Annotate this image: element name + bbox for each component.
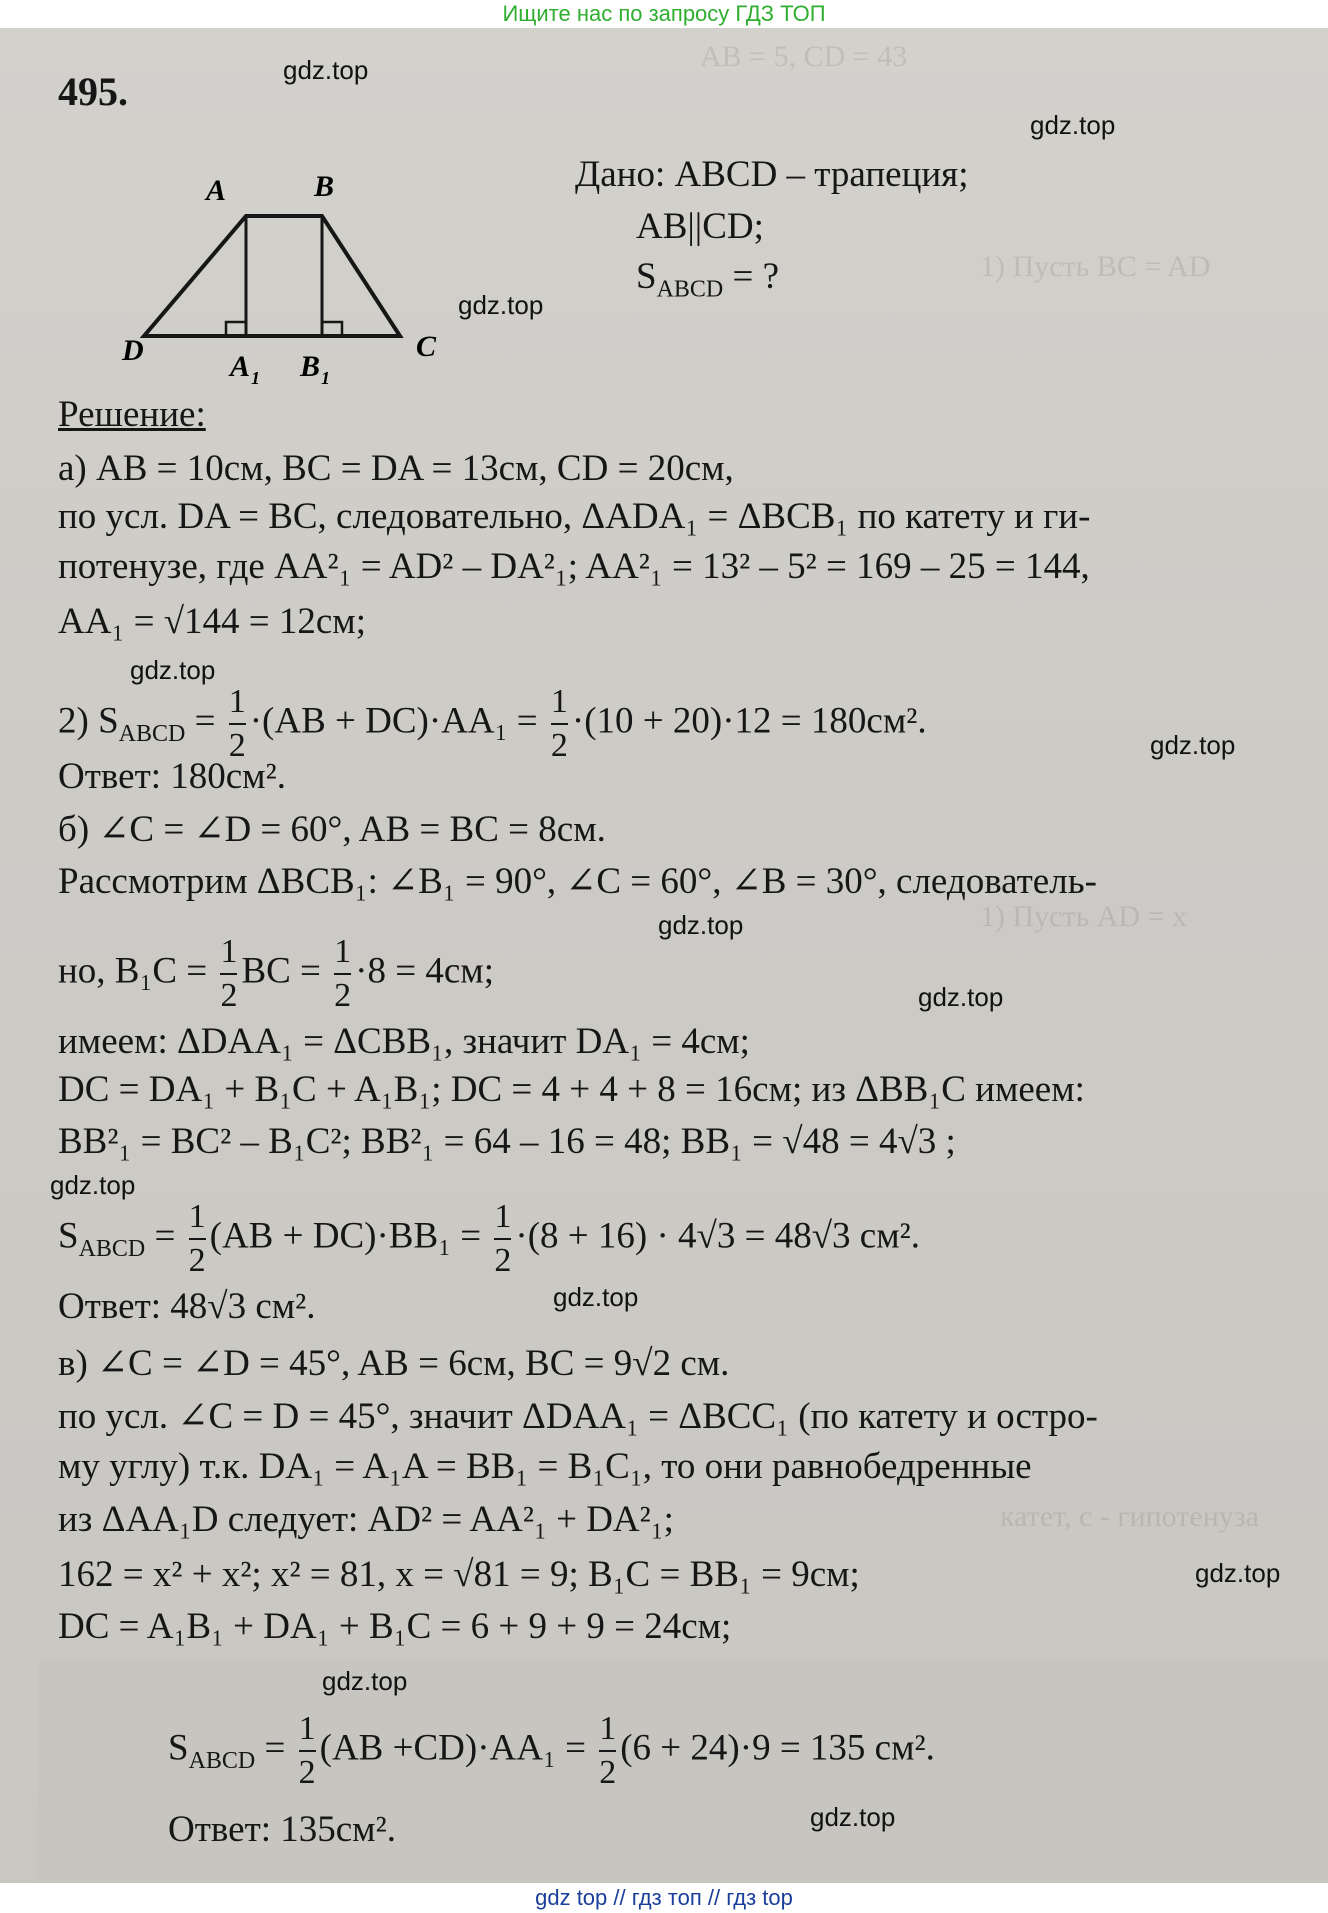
- watermark: gdz.top: [322, 1666, 408, 1696]
- fraction-one-half: $\frac{1}{2}$: [220, 933, 238, 1014]
- right-angle-mark: [226, 322, 246, 336]
- vertex-label-A1-sub: 1: [251, 368, 260, 388]
- watermark: gdz.top: [1150, 730, 1236, 760]
- watermark: gdz.top: [458, 290, 544, 320]
- footer-links[interactable]: gdz top // гдз топ // гдз top: [535, 1885, 793, 1910]
- part-b-line-6: BB²₁ = BC² – B₁C²; BB²₁ = 64 – 16 = 48; BB₁ = √48 = 4√3 ;: [58, 1121, 956, 1162]
- part-c-line-3: му углу) т.к. DA₁ = A₁A = BB₁ = B₁C₁, то они равнобедренные: [58, 1446, 1032, 1487]
- watermark: gdz.top: [658, 910, 744, 940]
- watermark: gdz.top: [1030, 110, 1116, 140]
- part-a-line-1: а) AB = 10см, BC = DA = 13см, CD = 20см,: [58, 448, 734, 489]
- vertex-label-D: D: [122, 334, 144, 367]
- part-a-formula: 2) $S_{ABCD}$ = $\frac{1}{2}$ ·(AB + DC)·AA₁ = $\frac{1}{2}$ ·(10 + 20)·12 = 180см².: [58, 683, 927, 764]
- part-b-line-3: но, B₁C = $\frac{1}{2}$ BC = $\frac{1}{2}$ ·8 = 4см;: [58, 933, 494, 1014]
- vertex-label-B1-sub: 1: [321, 368, 330, 388]
- watermark: gdz.top: [50, 1170, 136, 1200]
- right-angle-mark: [322, 322, 342, 336]
- fraction-one-half: $\frac{1}{2}$: [188, 1198, 206, 1279]
- vertex-label-C: C: [416, 330, 437, 363]
- fraction-one-half: $\frac{1}{2}$: [228, 683, 246, 764]
- ghost-text: AB = 5, CD = 43: [700, 40, 908, 73]
- watermark: gdz.top: [130, 655, 216, 685]
- fraction-one-half: $\frac{1}{2}$: [599, 1710, 617, 1791]
- part-a-answer: Ответ: 180см².: [58, 756, 286, 797]
- solution-heading: Решение:: [58, 394, 206, 435]
- trapezoid-shape: [144, 216, 400, 336]
- vertex-label-A: A: [206, 174, 227, 207]
- vertex-label-B1: B: [300, 350, 321, 383]
- part-b-line-5: DC = DA₁ + B₁C + A₁B₁; DC = 4 + 4 + 8 = 16см; из ΔBB₁C имеем:: [58, 1069, 1085, 1110]
- vertex-label-B: B: [314, 170, 335, 203]
- given-line-2: AB||CD;: [636, 206, 764, 247]
- given-line-3: $S_{ABCD}$ = ?: [636, 256, 780, 303]
- trapezoid-figure: [110, 160, 440, 390]
- part-c-line-4: из ΔAA₁D следует: AD² = AA²₁ + DA²₁;: [58, 1499, 674, 1540]
- problem-number: 495.: [58, 69, 128, 114]
- fraction-one-half: $\frac{1}{2}$: [550, 683, 568, 764]
- part-a-line-3: потенузе, где AA²₁ = AD² – DA²₁; AA²₁ = 13² – 5² = 169 – 25 = 144,: [58, 546, 1090, 587]
- watermark: gdz.top: [918, 982, 1004, 1012]
- fraction-one-half: $\frac{1}{2}$: [298, 1710, 316, 1791]
- part-c-line-1: в) ∠C = ∠D = 45°, AB = 6см, BC = 9√2 см.: [58, 1343, 730, 1384]
- part-a-line-4: AA₁ = √144 = 12см;: [58, 601, 366, 642]
- watermark: gdz.top: [810, 1802, 896, 1832]
- part-a-line-2: по усл. DA = BC, следовательно, ΔADA₁ = ΔBCB₁ по катету и ги-: [58, 496, 1091, 537]
- watermark: gdz.top: [1195, 1558, 1281, 1588]
- part-c-line-5: 162 = x² + x²; x² = 81, x = √81 = 9; B₁C = BB₁ = 9см;: [58, 1554, 860, 1595]
- given-line-1: Дано: ABCD – трапеция;: [575, 154, 969, 195]
- ghost-text: 1) Пусть AD = x: [980, 900, 1188, 933]
- watermark: gdz.top: [283, 55, 369, 85]
- watermark: gdz.top: [553, 1282, 639, 1312]
- part-c-formula: $S_{ABCD}$ = $\frac{1}{2}$ (AB +CD)·AA₁ = $\frac{1}{2}$ (6 + 24)·9 = 135 см².: [168, 1710, 935, 1791]
- part-c-line-2: по усл. ∠C = D = 45°, значит ΔDAA₁ = ΔBCC₁ (по катету и остро-: [58, 1396, 1098, 1437]
- part-c-answer: Ответ: 135см².: [168, 1809, 396, 1850]
- part-b-formula: $S_{ABCD}$ = $\frac{1}{2}$ (AB + DC)·BB₁ = $\frac{1}{2}$ ·(8 + 16) · 4√3 = 48√3 см².: [58, 1198, 920, 1279]
- ghost-text: 1) Пусть BC = AD: [980, 250, 1211, 283]
- part-b-answer: Ответ: 48√3 см².: [58, 1286, 316, 1327]
- part-b-line-4: имеем: ΔDAA₁ = ΔCBB₁, значит DA₁ = 4см;: [58, 1021, 750, 1062]
- ghost-text: катет, c - гипотенуза: [1000, 1500, 1259, 1533]
- top-banner[interactable]: Ищите нас по запросу ГДЗ ТОП: [502, 1, 826, 26]
- part-b-line-1: б) ∠C = ∠D = 60°, AB = BC = 8см.: [58, 809, 606, 850]
- vertex-label-A1: A: [230, 350, 251, 383]
- part-c-line-6: DC = A₁B₁ + DA₁ + B₁C = 6 + 9 + 9 = 24см;: [58, 1606, 732, 1647]
- part-b-line-2: Рассмотрим ΔBCB₁: ∠B₁ = 90°, ∠C = 60°, ∠B = 30°, следователь-: [58, 861, 1097, 902]
- fraction-one-half: $\frac{1}{2}$: [334, 933, 352, 1014]
- fraction-one-half: $\frac{1}{2}$: [494, 1198, 512, 1279]
